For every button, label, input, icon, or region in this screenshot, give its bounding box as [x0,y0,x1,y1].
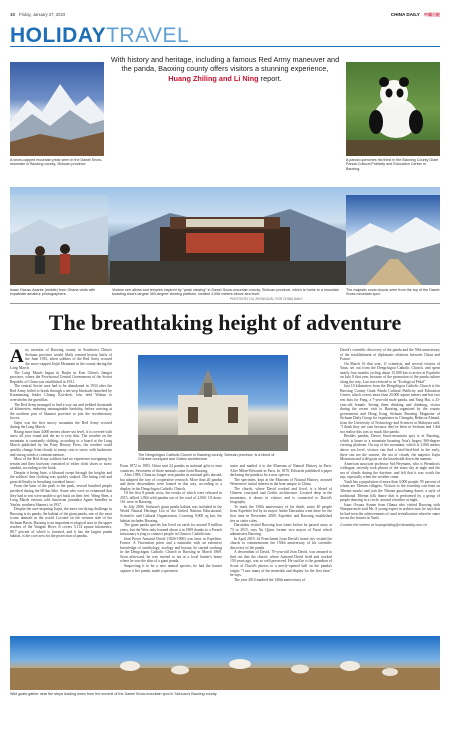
paragraph: The specimen, kept at the Museum of Natural History, aroused Westerners' initial interest in the bear unique to China. [230,477,332,487]
masthead-name: CHINA DAILY [390,11,420,17]
clouds-illustration [346,195,440,285]
paragraph: From 1872 to 1883, China sent 24 pandas as national gifts to nine countries. Seventeen of those animals came from Baoxing. [120,464,222,473]
paragraph: Jean Pierre Armand David (1826-1900) was born in Espelette, France. A Vincentian priest and a naturalist with an extensive knowledge of ornithology, zoology and botany, he started working in the Dengchigou Catholic Church in Baoxing in March 1869. Soon afterward, he was invited to tea at a local hunter's home where he saw the skin of a giant panda. [120,536,222,564]
masthead-cn: 中国日报 [424,11,440,17]
article-deck [110,55,340,83]
paragraph: A descendant of David, 70-year-old Jean David, was amazed to find out that the church, where Armand David lived and worked 150 years ago, was so well preserved. He said he is the grandson of Scout of David's photos to a newly-opened hall on the panda's origin, "I saw many of the materials and display for the first time," he says. [230,550,332,578]
paragraph: The Long March began in Ruijin in East China's Jiangxi province, where the Provisional Central Government of the Soviet Republic of China was established in 1931. [10,370,112,384]
mountain-illustration [10,62,104,156]
paragraph: After 1983, China no longer sent pandas as national gifts abroad, but adopted the way of cooperative research. More than 20 pandas and three descendants were loaned in this way, according to a display in the Dengchigou Catholic Church. [120,473,222,491]
goats-illustration [10,636,440,690]
snow-clouds-photo [346,195,440,285]
paragraph: Darraidou visited Baoxing four times before he passed away at 73 in 2015, says Xu Qijun, former vice mayor of Yucai which administers Baoxing. [230,523,332,537]
paragraph: Jiajin was the first snowy mountain the Red Army crossed during the Long March. [10,420,112,430]
article-column-1 [10,348,112,539]
church-caption: The Dengchigou Catholic Church in Baoxing county, Sichuan province, is a blend of Chinese courtyard and Gothic architecture. [138,453,275,462]
paragraph: Yanli has a population of more than 3,000 people, 95 percent of whom are Tibetan villagers. Visitors to the township can feast on Tibetan snacks and join the Tibetan guozhuang dance, a style of traditional Tibetan folk dance that is performed by a group of people dancing in a circle, around a bonfire at night. [340,479,440,503]
paragraph: In April 2019, 42 Frenchmen from David's home city visited the church to commemorate the 150th anniversary of his scientific discovery of the panda. [230,536,332,550]
paragraph: Rising more than 4,000 meters above sea level, it is covered with snow all year round and the air is very thin. The weather on the mountain is constantly shifting, according to a board at the Long March published by the Party History Press, the weather could quickly change from cloudy to sunny, rain to snow, with hailstones and strong winds a constant menace. [10,429,112,457]
article-headline: The breathtaking height of adventure [48,310,402,335]
paragraph: The Red Army managed to find a way out and trekked thousands of kilometers, enduring unimaginable hardship, before arriving at the northern part of Shaanxi province to join the revolutionary forces. [10,402,112,421]
section-title-light: TRAVEL [106,24,190,47]
page-header [10,10,440,19]
church-illustration [138,355,288,451]
paragraph-text: ny mention of Baoxing county in Southwest China's Sichuan province would likely remind history buffs of the June 1935, when soldiers of the Red Army crossed the snow-capped Jiajin Mountain in the county during the Long March. [10,348,112,371]
article-column-4 [340,348,440,527]
writer-contact [340,523,440,528]
headline-bottom-rule [10,343,440,344]
deck-suffix: report. [260,73,282,83]
wild-goats-photo [10,636,440,690]
paragraph: Suspecting it to be a new animal species, he had the hunter capture a live panda, made a specimen [120,564,222,573]
panda-illustration [346,62,440,156]
temple-caption: Visitors see atkins and temples inspired by "peak viewing" in Dawei Snow-mountain county, Sichuan province, which is home to a mountain boasting Asia's largest 360-degree viewing platform, located 3,066 meters above sea level. [112,288,340,297]
paragraph: Of the first 8 panda cross, the results of which were released in 2015, tallied 1,864 wild pandas out of the total of 2,060. Of those, 161 were in Baoxing. [120,491,222,505]
visitors-illustration [10,195,108,285]
headline-top-rule [10,303,440,304]
paragraph: tance and mailed it to the Museum of Natural History in Paris. After Milne-Edwards in Paris. In 1870, Edwards published a paper declaring the panda to be a new species. [230,464,332,478]
section-banner [10,21,440,47]
snow-mountain-photo [10,62,104,156]
section-title-bold: HOLIDAY [10,24,107,47]
paragraph: Besides pandas, Dawei Snow-mountain spot is in Baoxing, which is home to a mountain boasting Asia's largest 360-degree viewing platform. On top of the mountain, which is 3,066 meters above sea level, visitors can find a bird-bird-bird in the early, there can see the sunrise, the sea of clouds, the majestic Jiajin Mountain and wild goats on the boardwalk down the summit. [340,434,440,462]
visitors-caption: Isaac Owusu Asante (middle) from Ghana visits with expatriate amateur photographers. [10,288,96,297]
contact-label: Contact the writers at [340,522,374,527]
paragraph: The giant panda species has lived on earth for around 8 million years, but the West only learned about it in 1869 thanks to a French missionary trying to connect people in China to Catholicism. [120,523,222,537]
paragraph: American associate professor Sid Weymans, who is Wenzhou's colleague, recently took photos of the stairs sky at night and the sea of clouds during the daytime, and felt that it was worth the trip, especially when the weather came. [340,461,440,480]
paragraph [10,348,112,371]
paragraph: On March 16 that year, 11 scientists, and several visitors of Yaan, set out from the Dengchigou Catholic Church, and spent nearly four months cycling about 15,000 km to arrive at Espelette on July 8 that year, because of the promotion of the panda culture along the way, Luo was referred to as "Ecological Pedal". [340,361,440,384]
paragraph: Just 10 kilometers from the Dengchigou Catholic Church is the Baoxing County Giant Panda Cultural Publicity and Education Center, which covers more than 20,000 square meters and has two rest huts for Fang, a 7-year-old male panda, and Yang Hai, a 23-year-old female. Seeing them drinking and climbing, visitor during the recent visit to Baoxing organized by the county government and Hong Kong Sichuan Baoxing Magazine of Sichuan Daily Group for expatriates in Chengdu, Rebecca Ahmad, from the University of Technology and Sciences in Malaysia said: "I think they are cute because they've been in Sichuan and I did not realise this was so much like panda. [340,384,440,434]
paragraph: The church, where David worked and lived, is a blend of Chinese courtyard and Gothic architecture. Located deep in the mountains, it draws in visitors and is connected to David's biography. [230,486,332,505]
masthead [391,12,440,18]
paragraph: To mark the 150th anniversary of his death, some 40 people from Espelette led by its mayor Andre Darraidou went there for the first time in November 2000. Espelette and Baoxing established ties as sister cities. [230,504,332,523]
photo-credit: PHOTOS BY LIU ZHONGJUN / FOR CHINA DAILY [230,297,303,301]
paragraph: David's scientific discovery of the panda and the 50th anniversary of the establishment of diplomatic relations between China and France. [340,348,440,362]
mountain-caption: A snow-capped mountain peak seen in the Dawei Snow-mountain in Baoxing county, Sichuan province. [10,158,103,167]
paragraph: The central Soviet area had to be abandoned in 1934 after the Red Army failed to break through a ten-step blockade launched by Kuomintang leader Chiang Kai-shek, who held Wuhan to overwhelm the guerrillas. [10,384,112,403]
goats-caption: Wild goats gather near the steps leading down from the summit of the Dawei Snow-mountain spot in Sichuan's Baoxing county. [10,692,218,696]
contact-email[interactable]: huangzhiling@chinadaily.com.cn [374,522,428,527]
deck-text: With history and heritage, including a famous Red Army maneuver and the panda, Baoxing county offers visitors a stunning experience, [110,55,340,74]
panda-photo [346,62,440,156]
glacier-photo [10,195,108,285]
paragraph: Most of the Red Army soldiers had no experience navigating by terrain and their footwear consisted of either cloth shoes or straw sandals, according to the book. [10,457,112,471]
paragraph: The year 2014 marked the 140th anniversary of [234,577,306,582]
paragraph: Despite the awe-inspiring Jiajin, the more terrifying challenge in Baoxing is its panda, the habitat of the giant panda, one of the most iconic animals in the world. Located on the western side of the Sichuan Basin, Baoxing is an important ecological area in the upper reaches of the Yangtze River. It covers 3,114 square kilometers, 88.7 percent of which is forested, and it has the largest panda habitat, is the core area for the protection of pandas. [10,507,112,539]
issue-date: Friday, January 27, 2023 [19,12,66,17]
paragraph: Despite it being June, a blizzard swept through the heights and the soldiers' thin clothing was quickly soaked. The biting cold and great difficulty in breathing wreaked havoc. [10,470,112,484]
section-title [10,24,189,48]
snow-clouds-caption: The majestic snow clouds seen from the top of the Dawei Snow-mountain spot. [346,288,440,297]
paragraph: From the base of the peak to the peak, several hundred people perished during the 60-km hike. Some who were so exhausted that they had to rest were unable to get back on their feet. Wang Shen, a Long March veteran, told American journalist Agnes Smedley in Yan'an, northern Shaanxi, in 1937. [10,484,112,507]
paragraph: Isaac Owusu Asante from Ghana who visited Baoxing with Wanjaoroncle said Mr. A young expert in architecture, he says that he had seen the achievements of rural revitalization when he came across the houses in Yanli. [340,502,440,521]
deck-authors: Huang Zhiling and Li Ning [168,73,259,83]
catholic-church-photo [138,355,288,451]
panda-caption: A panda quenches his thirst in the Baoxing County Giant Panda Cultural Publicity and Education Center in Baoxing. [346,158,439,171]
drop-cap: A [10,346,24,367]
article-column-2 [120,464,222,573]
paragraph: In July 2006, Sichuan's giant panda habitat was included in the World Natural Heritage List of the United Nations Educational, Scientific and Cultural Organization. Covering 9,000 sq km, the habitat includes Baoxing. [120,504,222,523]
page-number: 10 [10,12,16,17]
article-column-3 [230,464,332,582]
